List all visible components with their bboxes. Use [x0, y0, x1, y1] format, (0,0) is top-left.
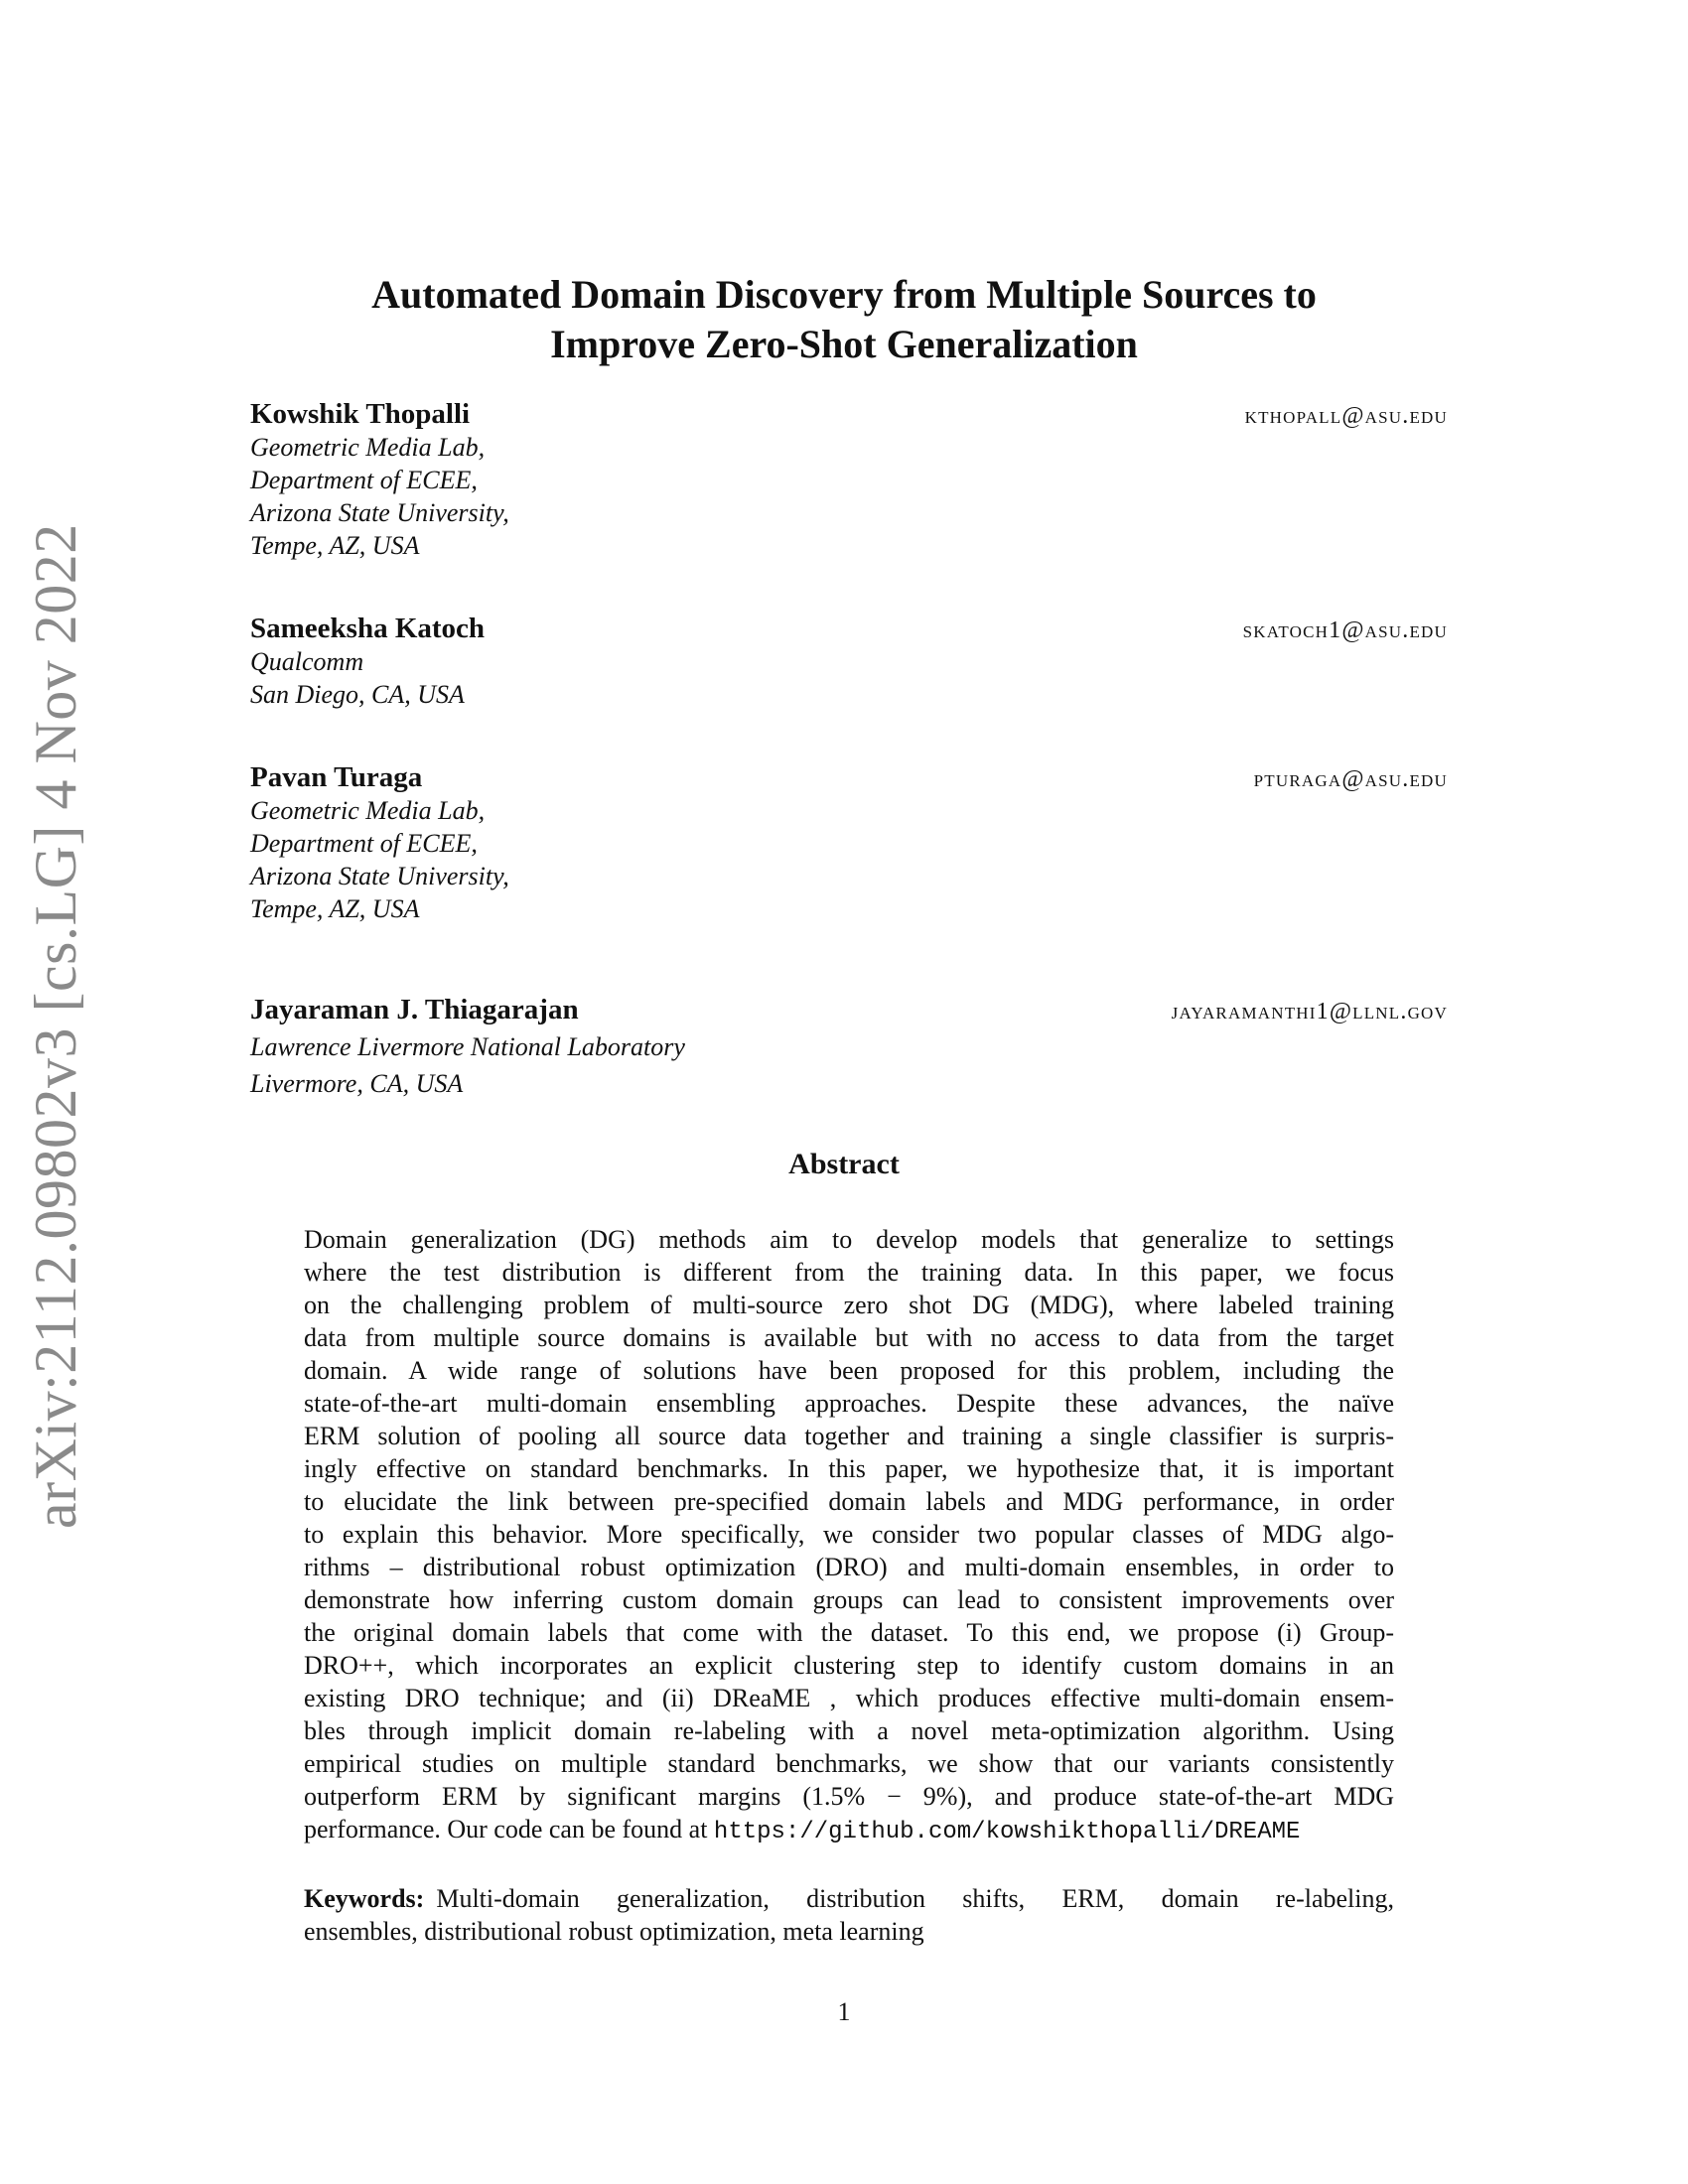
author-affiliation-line: Livermore, CA, USA	[250, 1069, 464, 1098]
abstract-line: Domain generalization (DG) methods aim to develop models that generalize to settings	[304, 1225, 1394, 1254]
author-affiliation-line: San Diego, CA, USA	[250, 680, 465, 709]
author-email[interactable]: jayaramanthi1@llnl.gov	[1171, 999, 1448, 1024]
author-affiliation-line: Arizona State University,	[250, 498, 509, 527]
author-block-4	[250, 993, 1448, 1100]
author-name: Sameeksha Katoch	[250, 613, 486, 644]
abstract-line: demonstrate how inferring custom domain groups can lead to consistent improvements over	[304, 1585, 1394, 1614]
abstract-line: where the test distribution is different from the training data. In this paper, we focus	[304, 1258, 1394, 1287]
author-affiliation-line: Lawrence Livermore National Laboratory	[250, 1032, 685, 1061]
abstract-line: on the challenging problem of multi-source zero shot DG (MDG), where labeled training	[304, 1291, 1394, 1319]
author-affiliation-line: Department of ECEE,	[250, 829, 478, 858]
author-block-3	[250, 760, 1448, 925]
keywords-line-1	[304, 1882, 1394, 1915]
page-number: 1	[837, 1997, 851, 2026]
keywords-text: Multi-domain generalization, distribution shifts, ERM, domain re-labeling,	[436, 1884, 1394, 1913]
code-repository-link[interactable]: https://github.com/kowshikthopalli/DREAME	[713, 1819, 1301, 1845]
abstract-line: DRO++, which incorporates an explicit clustering step to identify custom domains in an	[304, 1651, 1394, 1680]
abstract-line: rithms – distributional robust optimization (DRO) and multi-domain ensembles, in order to	[304, 1553, 1394, 1581]
abstract-line: existing DRO technique; and (ii) DReaME , which produces effective multi-domain ensem-	[304, 1684, 1394, 1712]
abstract-line: empirical studies on multiple standard benchmarks, we show that our variants consistently	[304, 1749, 1394, 1778]
author-affiliation-line: Geometric Media Lab,	[250, 796, 486, 825]
abstract-last-line	[304, 1813, 1394, 1845]
abstract-line: outperform ERM by significant margins (1.5% − 9%), and produce state-of-the-art MDG	[304, 1782, 1394, 1811]
author-affiliation-line: Tempe, AZ, USA	[250, 531, 420, 560]
paper-title-line-1: Automated Domain Discovery from Multiple Sources to	[371, 272, 1317, 317]
author-affiliation-line: Department of ECEE,	[250, 466, 478, 494]
author-name: Pavan Turaga	[250, 761, 423, 793]
abstract-line: domain. A wide range of solutions have been proposed for this problem, including the	[304, 1356, 1394, 1385]
author-name: Kowshik Thopalli	[250, 398, 471, 430]
abstract-line: data from multiple source domains is available but with no access to data from the target	[304, 1323, 1394, 1352]
abstract-line: the original domain labels that come with the dataset. To this end, we propose (i) Group-	[304, 1618, 1394, 1647]
author-email[interactable]: kthopall@asu.edu	[1244, 403, 1448, 429]
abstract-line-text: performance. Our code can be found at	[304, 1815, 714, 1843]
paper-title	[248, 270, 1440, 369]
abstract-heading: Abstract	[788, 1148, 900, 1180]
author-email[interactable]: pturaga@asu.edu	[1253, 766, 1448, 792]
author-email[interactable]: skatoch1@asu.edu	[1242, 617, 1448, 643]
arxiv-identifier-stamp: arXiv:2112.09802v3 [cs.LG] 4 Nov 2022	[23, 523, 88, 1529]
abstract-line: to elucidate the link between pre-specified domain labels and MDG performance, in order	[304, 1487, 1394, 1516]
author-block-1	[250, 397, 1448, 562]
paper-title-line-2: Improve Zero-Shot Generalization	[550, 322, 1138, 366]
author-block-2	[250, 612, 1448, 711]
author-affiliation-line: Geometric Media Lab,	[250, 433, 486, 462]
author-affiliation-line: Qualcomm	[250, 647, 364, 676]
author-name: Jayaraman J. Thiagarajan	[250, 994, 579, 1025]
keywords-line-2: ensembles, distributional robust optimization, meta learning	[304, 1917, 924, 1946]
abstract-line: ingly effective on standard benchmarks. In this paper, we hypothesize that, it is important	[304, 1454, 1394, 1483]
abstract-line: state-of-the-art multi-domain ensembling approaches. Despite these advances, the naïve	[304, 1389, 1394, 1418]
keywords-label: Keywords:	[304, 1884, 425, 1913]
author-affiliation-line: Arizona State University,	[250, 862, 509, 890]
abstract-line: bles through implicit domain re-labeling with a novel meta-optimization algorithm. Using	[304, 1716, 1394, 1745]
keywords-block	[304, 1882, 1394, 1948]
abstract-line: to explain this behavior. More specifically, we consider two popular classes of MDG algo-	[304, 1520, 1394, 1549]
abstract-line: ERM solution of pooling all source data together and training a single classifier is surpris-	[304, 1422, 1394, 1450]
abstract-body	[304, 1223, 1394, 1845]
author-affiliation-line: Tempe, AZ, USA	[250, 894, 420, 923]
